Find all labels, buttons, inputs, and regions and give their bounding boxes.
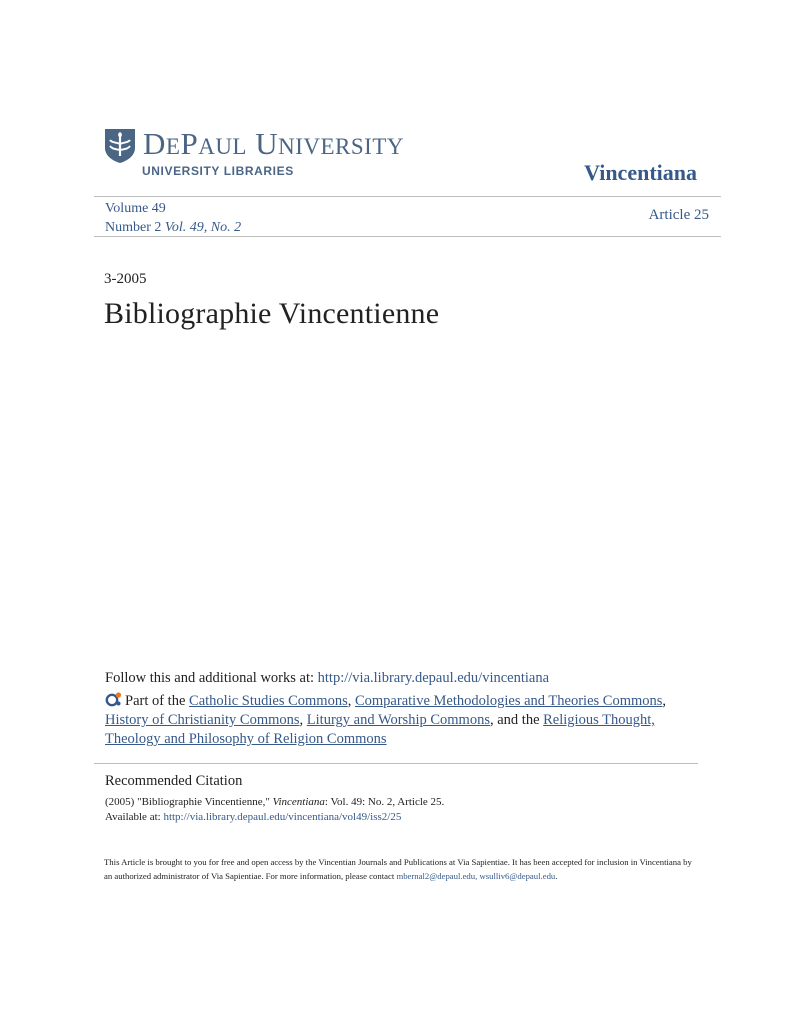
access-notice [104, 855, 694, 883]
network-icon [105, 692, 122, 707]
recommended-citation-heading: Recommended Citation [105, 773, 243, 789]
issue-divider [94, 236, 721, 237]
university-libraries-label: UNIVERSITY LIBRARIES [142, 164, 294, 178]
liturgy-and-worship-link[interactable]: Liturgy and Worship Commons [306, 712, 490, 728]
article-url-link[interactable]: http://via.library.depaul.edu/vincentiana/vol49/iss2/25 [163, 811, 402, 823]
comparative-methodologies-link[interactable]: Comparative Methodologies and Theories Commons [354, 693, 663, 709]
catholic-studies-link[interactable]: Catholic Studies Commons [189, 693, 348, 709]
part-of-prefix: Part of the [125, 693, 190, 709]
article-number: Article 25 [648, 207, 709, 223]
available-at-label: Available at: [105, 811, 164, 823]
notice-end: . [555, 871, 558, 881]
number-link[interactable]: Number 2 [105, 220, 162, 235]
issue-info [105, 199, 241, 237]
publication-date: 3-2005 [104, 271, 147, 287]
part-of-commons [105, 692, 675, 749]
contact-email-link[interactable]: mbernal2@depaul.edu, wsulliv6@depaul.edu [396, 871, 556, 881]
article-title: Bibliographie Vincentienne [104, 297, 440, 330]
separator: , [662, 693, 667, 709]
issue-link[interactable]: Vol. 49, No. 2 [164, 220, 242, 235]
depaul-wordmark: DEPAUL UNIVERSITY [143, 126, 405, 161]
separator: , [299, 712, 307, 728]
citation-journal: Vincentiana [272, 796, 325, 808]
separator: , [347, 693, 355, 709]
history-of-christianity-link[interactable]: History of Christianity Commons [105, 712, 300, 728]
collection-url-link[interactable]: http://via.library.depaul.edu/vincentiana [317, 670, 550, 686]
and-the-text: , and the [489, 712, 544, 728]
citation-text [105, 795, 444, 825]
citation-part: : Vol. 49: No. 2, Article 25. [324, 796, 445, 808]
notice-text: This Article is brought to you for free and open access by the Vincentian Journals and Publications at Via Sapientiae. It has been accepted for inclusion in Vincentiana by an authorized administrator of Via Sapientiae. For more information, please contact [104, 857, 692, 881]
depaul-university-logo[interactable] [104, 126, 404, 182]
shield-icon [104, 128, 136, 164]
top-divider [94, 196, 721, 197]
journal-name-link[interactable]: Vincentiana [584, 160, 697, 185]
citation-divider [94, 763, 698, 764]
follow-line [105, 670, 549, 687]
volume-link[interactable]: Volume 49 [105, 201, 166, 216]
follow-label: Follow this and additional works at: [105, 670, 318, 686]
religious-thought-link[interactable]: Religious Thought, Theology and Philosophy of Religion Commons [105, 712, 655, 747]
citation-part: (2005) "Bibliographie Vincentienne," [105, 796, 273, 808]
